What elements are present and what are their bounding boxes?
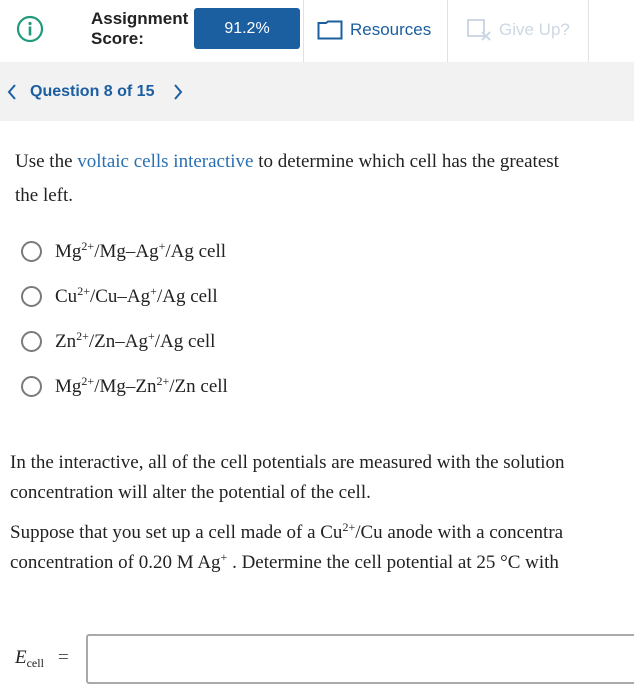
radio-button[interactable] [21,286,42,307]
toolbar-divider [588,0,589,62]
give-up-label: Give Up? [499,20,570,39]
option-label: $Mg^{2+}/Mg-Zn^{2+}/Zn$ cell [55,373,228,397]
next-question-icon[interactable] [170,81,186,103]
option-mg-zn[interactable] [21,364,228,409]
resources-button[interactable] [317,14,431,46]
option-zn-ag[interactable] [21,319,228,364]
toolbar-divider [303,0,304,62]
ecell-label: $E_{cell}$ [15,647,44,670]
option-label: $Zn^{2+}/Zn-Ag^+/Ag$ cell [55,328,216,352]
radio-button[interactable] [21,376,42,397]
question-nav [0,62,634,121]
top-toolbar [0,0,634,62]
radio-button[interactable] [21,331,42,352]
question-counter: Question 8 of 15 [30,83,155,100]
info-icon[interactable] [16,15,44,43]
score-badge: 91.2% [194,8,300,49]
equals-sign: = [58,647,69,668]
info-paragraph: In the interactive, all of the cell potentials are measured with the solution concentration will alter the potential of the cell. [10,452,565,503]
give-up-icon [467,19,493,41]
voltaic-cells-link[interactable]: voltaic cells interactive [77,151,254,172]
assignment-score-label: Assignment Score: [91,9,189,48]
answer-options [21,229,228,409]
question-prompt: Use the voltaic cells interactive to determine which cell has the greatest the left. [15,151,559,206]
option-label: $Cu^{2+}/Cu-Ag^+/Ag$ cell [55,283,218,307]
ecell-answer-input[interactable] [86,634,634,684]
option-cu-ag[interactable] [21,274,228,319]
option-label: $Mg^{2+}/Mg-Ag^+/Ag$ cell [55,238,227,262]
question-paragraph: Suppose that you set up a cell made of a $Cu^{2+}/Cu$ anode with a concentra concentration of 0.20 M Ag+ . Determine the cell potential at 25 °C with [10,520,564,573]
radio-button[interactable] [21,241,42,262]
resources-label: Resources [350,20,432,39]
previous-question-icon[interactable] [4,81,20,103]
toolbar-divider [447,0,448,62]
option-mg-ag[interactable] [21,229,228,274]
give-up-button[interactable] [467,14,570,46]
resources-icon [317,20,343,40]
